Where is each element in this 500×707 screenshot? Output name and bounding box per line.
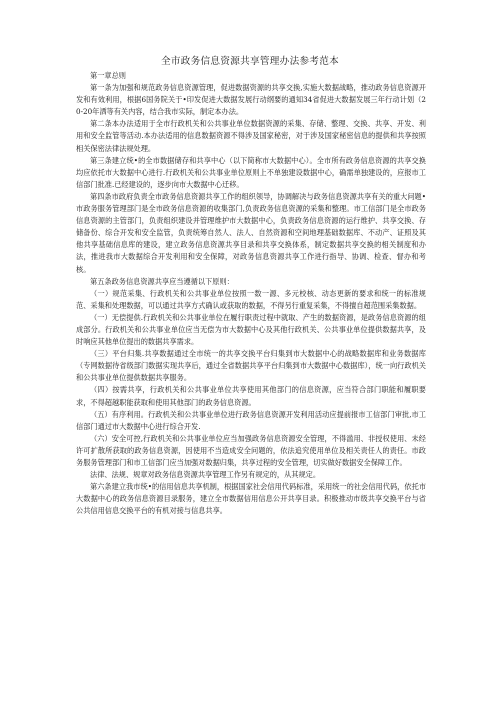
principle-4: （四）按需共享，行政机关和公共事业单位共享使用其他部门的信息资源，应当符合部门职能和履职要求，不得超越职能获取和使用其他部门的政务信息资源。 [76,385,426,407]
legal-note: 法律、法规、规章对政务信息资源共享管理工作另有规定的，从其规定。 [90,470,321,480]
document-body [76,70,426,517]
principle-5: （五）有序利用。行政机关和公共事业单位进行政务信息资源开发利用活动应提前报市工信部门审批,市工信部门通过市大数据中心进行综合开发. [76,409,426,431]
chapter-heading: 第一章总则 [90,71,126,80]
article-2: 第二条本办法适用于全市行政机关和公共事业单位数据资源的采集、存储、整理、交换、共享、开发、利用和安全监管等活动.本办法适用的信息数据资源不得涉及国家秘密，对于涉及国家秘密信息的提供和共享按照相关保密法律法规处理。 [76,119,426,153]
document-title: 全市政务信息资源共享管理办法参考范本 [160,56,340,67]
article-4: 第四条市政府负责全市政务信息资源共享工作的组织领导，协调解决与政务信息资源共享有关的重大问题•市政务服务管理部门是全市政务信息资源的收集部门,负责政务信息资源的采集和整理。市工信部门是全市政务信息资源的主管部门，负责组织建设并管理维护市大数据中心，负责政务信息资源的运行维护、共享交换、存储备份、综合开发和安全监管，负责统筹自然人、法人、自然资源和空间地理基础数据库、不动产、证照及其他共享基础信息库的建设，建立政务信息资源共享目录和共享交换体系，制定数据共享交换的相关制度和办法，推进我市大数据综合开发利用和安全保障，对政务信息资源共享工作进行指导、协调、检查、督办和考核。 [76,191,426,274]
article-1: 第一条为加强和规范政务信息资源管理，促进数据资源的共享交换,实施大数据战略，推动政务信息资源开发和有效利用，根据6国务院关于•印发促进大数据发展行动纲要的通知34省促进大数据发展三年行动计划（20-20年洒等有关内容，结合我市实际，制定本办法。 [76,83,426,117]
article-3: 第三条建立统•的全市数据储存和共享中心（以下简称市大数据中心）。全市所有政务信息资源的共享交换均应依托市大数据中心进行.行政机关和公共事业单位原则上不单独建设数据中心，确需单独建设的，应报市工信部门批准.已经建设的，逐步向市大数据中心迁移。 [76,155,426,189]
article-5: 第五条政务信息资源共享应当遵循以下原则： [90,276,234,286]
principle-2: （一）无偿提供.行政机关和公共事业单位在履行职责过程中就取、产生的数据资源，是政务信息资源的组成部分。行政机关和公共事业单位应当无偿为市大数据中心及其他行政机关、公共事业单位提供数据共享，及时响应其他单位提出的数据共享需求。 [76,312,426,347]
article-6: 第六条建立我市统•的信用信息共享机制，根据国家社会信用代码标准，采用统一的社会信用代码，依托市大数据中心的政务信息资源目录服务，建立全市数据信用信息公开共享目录。积极推动市级共享交换平台与省公共信用信息交换平台的有机对接与信息共享。 [76,482,426,516]
principle-6: （六）安全可控,行政机关和公共事业单位应当加强政务信息资源安全管理，不得滥用、非授权使用、未经许可扩散所获取的政务信息资源，因使用不当造成安全问题的，依法追究使用单位及相关责任人的责任。市政务服务管理部门和市工信部门应当加强对数据归集，共享过程的安全管理，切实做好数据安全保障工作。 [76,433,426,467]
principle-3: （三）平台归集.共享数据通过全市统一的共享交换平台归集到市大数据中心的战略数据库和业务数据库（专网数据待省级部门数据实现共享后，通过全省数据共享平台归集到市大数据中心数据库），统一向行政机关和公共事业单位提供数据共享服务。 [76,349,426,383]
principle-1: （一）规范采集、行政机关和公共事业单位按照一数一源、多元校核、动态更新的要求和统一的标准规范、采集和处理数据，可以通过共享方式确认或获取的数据，不得另行重复采集，不得擅自超范围采集数据。 [76,288,426,310]
